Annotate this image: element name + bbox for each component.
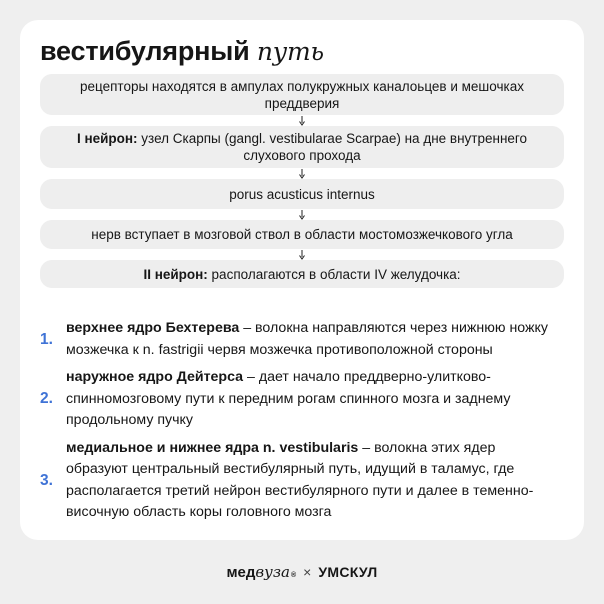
- flow-step-neuron-2: [40, 260, 564, 288]
- down-arrow-icon: [40, 209, 564, 220]
- list-item-bold: наружное ядро Дейтерса: [66, 369, 244, 385]
- medvuza-logo: [226, 563, 296, 581]
- list-item: [40, 318, 560, 361]
- list-item-bold: верхнее ядро Бехтерева: [66, 320, 240, 336]
- list-item-bold: медиальное и нижнее ядра n. vestibularis: [66, 439, 359, 456]
- registered-mark: ®: [290, 572, 297, 579]
- list-number: 1.: [40, 330, 53, 348]
- content-card: [20, 20, 584, 540]
- list-item: [40, 438, 560, 524]
- flow-step-neuron-1: [40, 126, 564, 168]
- down-arrow-icon: [40, 168, 564, 179]
- flow-step-text: узел Скарпы (gangl. vestibularae Scarpae) на дне внутреннего слухового прохода: [137, 131, 528, 163]
- page-title: [40, 36, 324, 67]
- title-main: вестибулярный: [40, 36, 250, 66]
- list-item-text: – волокна направляются через нижнюю ножку мозжечка к n. fastrigii червя мозжечка противоположной стороны: [66, 320, 548, 358]
- flow-step-text: располагаются в области IV желудочка:: [207, 266, 461, 282]
- flow-step-bold: I нейрон:: [76, 131, 138, 146]
- flow-step-text: нерв вступает в мозговой ствол в области мостомозжечкового угла: [91, 227, 513, 242]
- list-item-text: – волокна этих ядер образуют центральный вестибулярный путь, идущий в таламус, где располагается третий нейрон вестибулярного пути и далее в теменно-височную область коры головного мозга: [66, 439, 534, 520]
- logo-part-main: мед: [226, 564, 256, 581]
- list-item-text: – дает начало преддверно-улитково-спинномозговому пути к передним рогам спинного мозга и заднему продольному пучку: [66, 369, 511, 428]
- times-icon: ×: [303, 564, 312, 580]
- footer-logos: [0, 560, 604, 584]
- flow-diagram: [40, 74, 564, 288]
- flow-step-text: porus acusticus internus: [229, 186, 375, 202]
- logo-part-italic: вуза: [255, 563, 290, 581]
- list-number: 3.: [40, 471, 53, 489]
- nuclei-list: [40, 318, 560, 530]
- umskul-logo: УМСКУЛ: [318, 564, 378, 580]
- down-arrow-icon: [40, 115, 564, 126]
- flow-step-porus: [40, 179, 564, 209]
- list-number: 2.: [40, 390, 53, 408]
- list-item: [40, 367, 560, 432]
- down-arrow-icon: [40, 249, 564, 260]
- flow-step-text: рецепторы находятся в ампулах полукружных каналоьцев и мешочках преддверия: [80, 78, 524, 111]
- flow-step-bold: II нейрон:: [143, 266, 208, 282]
- flow-step-brainstem: [40, 220, 564, 249]
- flow-step-receptors: [40, 74, 564, 115]
- title-italic: путь: [256, 37, 324, 66]
